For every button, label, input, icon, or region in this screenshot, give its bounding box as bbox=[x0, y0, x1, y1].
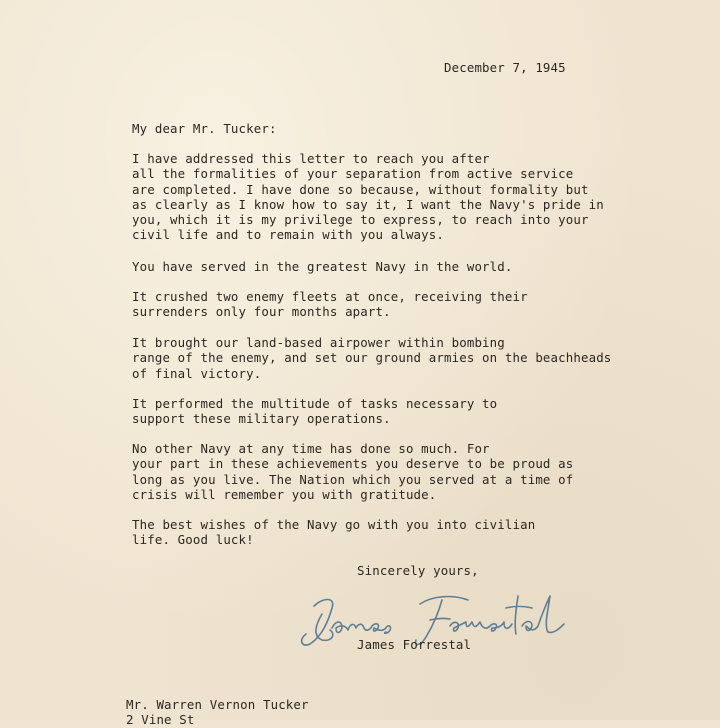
paragraph-5 bbox=[132, 396, 497, 427]
paragraph-4 bbox=[132, 335, 611, 381]
paragraph-line: It brought our land-based airpower within bombing bbox=[132, 335, 505, 350]
paragraph-line: range of the enemy, and set our ground armies on the beachheads bbox=[132, 350, 612, 366]
paragraph-line: all the formalities of your separation from active service bbox=[132, 166, 574, 182]
paragraph-line: surrenders only four months apart. bbox=[132, 304, 391, 320]
closing: Sincerely yours, bbox=[357, 563, 479, 578]
recipient-name-line: Mr. Warren Vernon Tucker bbox=[126, 697, 309, 712]
paragraph-line: as clearly as I know how to say it, I want the Navy's pride in bbox=[132, 196, 604, 212]
paragraph-3 bbox=[132, 289, 528, 320]
paragraph-line: long as you live. The Nation which you served at a time of bbox=[132, 471, 574, 487]
recipient-address bbox=[126, 697, 309, 728]
paragraph-line: are completed. I have done so because, without formality but bbox=[132, 181, 589, 197]
paragraph-1 bbox=[132, 151, 604, 243]
paragraph-2 bbox=[132, 259, 513, 274]
paragraph-6 bbox=[132, 441, 573, 502]
letter-date: December 7, 1945 bbox=[444, 60, 566, 75]
paragraph-line: It performed the multitude of tasks necessary to bbox=[132, 396, 498, 411]
paragraph-line: support these military operations. bbox=[132, 411, 391, 427]
recipient-street-line: 2 Vine St bbox=[126, 712, 195, 728]
paragraph-line: I have addressed this letter to reach you after bbox=[132, 151, 490, 166]
paragraph-line: you, which it is my privilege to express, to reach into your bbox=[132, 212, 589, 228]
paragraph-7 bbox=[132, 517, 535, 548]
paragraph-line: your part in these achievements you deserve to be proud as bbox=[132, 456, 574, 472]
paragraph-line: You have served in the greatest Navy in the world. bbox=[132, 259, 513, 274]
paragraph-line: civil life and to remain with you always. bbox=[132, 227, 445, 243]
signer-name: James Forrestal bbox=[357, 637, 472, 652]
paragraph-line: of final victory. bbox=[132, 365, 262, 381]
salutation: My dear Mr. Tucker: bbox=[132, 121, 277, 136]
paragraph-line: It crushed two enemy fleets at once, receiving their bbox=[132, 289, 528, 304]
paragraph-line: crisis will remember you with gratitude. bbox=[132, 486, 437, 502]
paragraph-line: No other Navy at any time has done so much. For bbox=[132, 441, 490, 456]
paragraph-line: The best wishes of the Navy go with you into civilian bbox=[132, 517, 536, 532]
paragraph-line: life. Good luck! bbox=[132, 532, 254, 548]
